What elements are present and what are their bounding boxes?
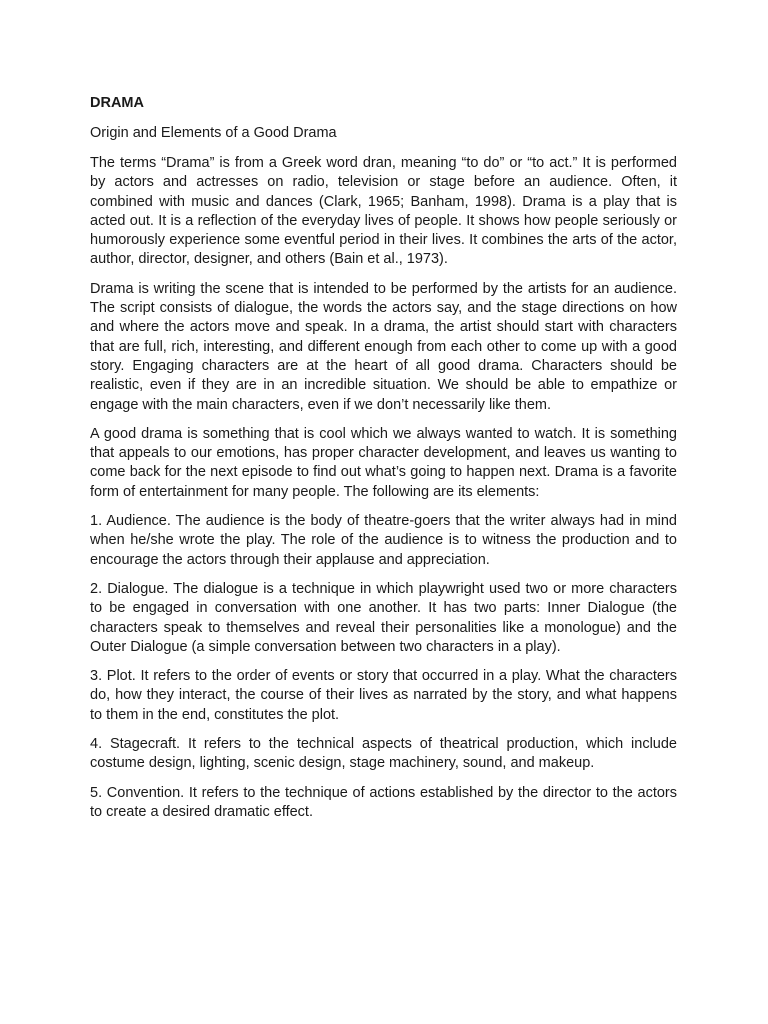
- element-convention: 5. Convention. It refers to the technique of actions established by the director to the actors to create a desired dramatic effect.: [90, 784, 677, 820]
- paragraph-origin: The terms “Drama” is from a Greek word dran, meaning “to do” or “to act.” It is performed by actors and actresses on radio, television or stage before an audience. Often, it combined with music and dances (Clark, 1965; Banham, 1998). Drama is a play that is acted out. It is a reflection of the everyday lives of people. It shows how people seriously or humorously experience some eventful period in their lives. It combines the arts of the actor, author, director, designer, and others (Bain et al., 1973).: [90, 155, 677, 268]
- paragraph-writing-scene: Drama is writing the scene that is intended to be performed by the artists for an audience. The script consists of dialogue, the words the actors say, and the stage directions on how and where the actors move and speak. In a drama, the artist should start with characters that are full, rich, interesting, and different enough from each other to come up with a good story. Engaging characters are at the heart of all good drama. Characters should be realistic, even if they are in an incredible situation. We should be able to empathize or engage with the main characters, even if we don’t necessarily like them.: [90, 280, 677, 413]
- document-subtitle: Origin and Elements of a Good Drama: [90, 125, 337, 141]
- element-dialogue: 2. Dialogue. The dialogue is a technique in which playwright used two or more characters to be engaged in conversation with one another. It has two parts: Inner Dialogue (the characters speak to themselves and reveal their personalities like a monologue) and the Outer Dialogue (a simple conversation between two characters in a play).: [90, 580, 677, 655]
- document-title: DRAMA: [90, 95, 144, 111]
- paragraph-good-drama: A good drama is something that is cool which we always wanted to watch. It is something that appeals to our emotions, has proper character development, and leaves us wanting to come back for the next episode to find out what’s going to happen next. Drama is a favorite form of entertainment for many people. The following are its elements:: [90, 425, 677, 500]
- element-stagecraft: 4. Stagecraft. It refers to the technical aspects of theatrical production, which include costume design, lighting, scenic design, stage machinery, sound, and makeup.: [90, 736, 677, 772]
- document-page: [90, 94, 677, 832]
- element-audience: 1. Audience. The audience is the body of theatre-goers that the writer always had in mind when he/she wrote the play. The role of the audience is to witness the production and to encourage the actors through their applause and appreciation.: [90, 513, 677, 568]
- element-plot: 3. Plot. It refers to the order of events or story that occurred in a play. What the characters do, how they interact, the course of their lives as narrated by the story, and what happens to them in the end, constitutes the plot.: [90, 668, 677, 723]
